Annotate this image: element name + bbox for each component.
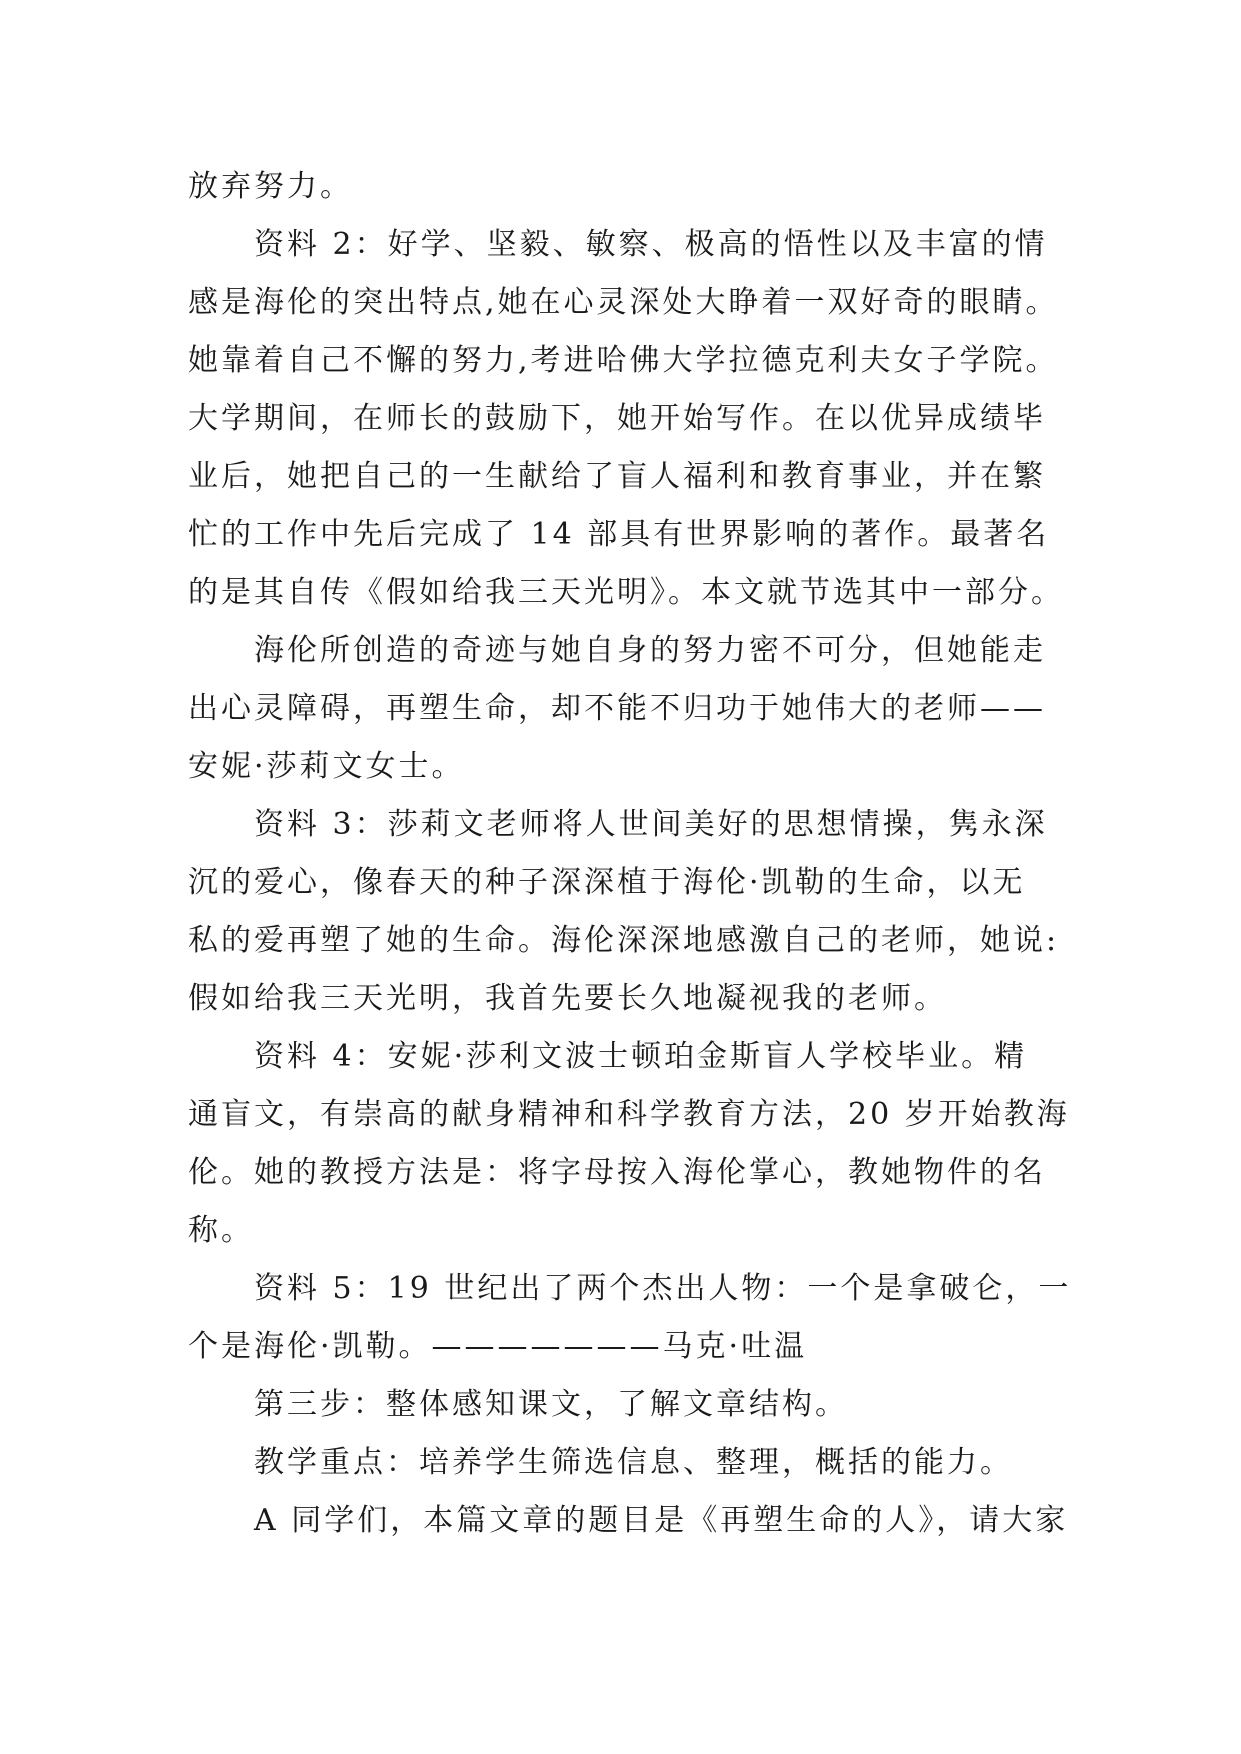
text-line: 安妮·莎莉文女士。 — [188, 749, 465, 784]
text-line: 资料 5：19 世纪出了两个杰出人物：一个是拿破仑，一 — [254, 1271, 1072, 1306]
text-line: 资料 3：莎莉文老师将人世间美好的思想情操，隽永深 — [254, 807, 1048, 842]
text-line: 放弃努力。 — [188, 169, 353, 204]
text-line: 海伦所创造的奇迹与她自身的努力密不可分，但她能走 — [254, 633, 1046, 668]
text-line: 资料 2：好学、坚毅、敏察、极高的悟性以及丰富的情 — [254, 227, 1048, 262]
text-line: 资料 4：安妮·莎利文波士顿珀金斯盲人学校毕业。精 — [254, 1039, 1028, 1074]
text-line: 她靠着自己不懈的努力,考进哈佛大学拉德克利夫女子学院。 — [188, 343, 1059, 378]
text-line: 第三步：整体感知课文，了解文章结构。 — [254, 1387, 848, 1422]
text-line: 忙的工作中先后完成了 14 部具有世界影响的著作。最著名 — [188, 517, 1050, 552]
text-line: 的是其自传《假如给我三天光明》。本文就节选其中一部分。 — [188, 575, 1064, 610]
text-line: 出心灵障碍，再塑生命，却不能不归功于她伟大的老师—— — [188, 691, 1046, 726]
text-line: 假如给我三天光明，我首先要长久地凝视我的老师。 — [188, 981, 947, 1016]
text-line: 教学重点：培养学生筛选信息、整理，概括的能力。 — [254, 1445, 1013, 1480]
text-line: 个是海伦·凯勒。———————马克·吐温 — [188, 1329, 808, 1364]
text-line: 业后，她把自己的一生献给了盲人福利和教育事业，并在繁 — [188, 459, 1046, 494]
document-body — [188, 158, 1072, 1550]
text-line: 大学期间，在师长的鼓励下，她开始写作。在以优异成绩毕 — [188, 401, 1046, 436]
text-line: A 同学们，本篇文章的题目是《再塑生命的人》，请大家 — [254, 1503, 1069, 1538]
text-line: 通盲文，有崇高的献身精神和科学教育方法，20 岁开始教海 — [188, 1097, 1070, 1132]
text-line: 伦。她的教授方法是：将字母按入海伦掌心，教她物件的名 — [188, 1155, 1046, 1190]
text-line: 称。 — [188, 1213, 254, 1248]
text-line: 感是海伦的突出特点,她在心灵深处大睁着一双好奇的眼睛。 — [188, 285, 1059, 320]
text-line: 私的爱再塑了她的生命。海伦深深地感激自己的老师，她说: — [188, 923, 1060, 958]
text-line: 沉的爱心，像春天的种子深深植于海伦·凯勒的生命，以无 — [188, 865, 1026, 900]
